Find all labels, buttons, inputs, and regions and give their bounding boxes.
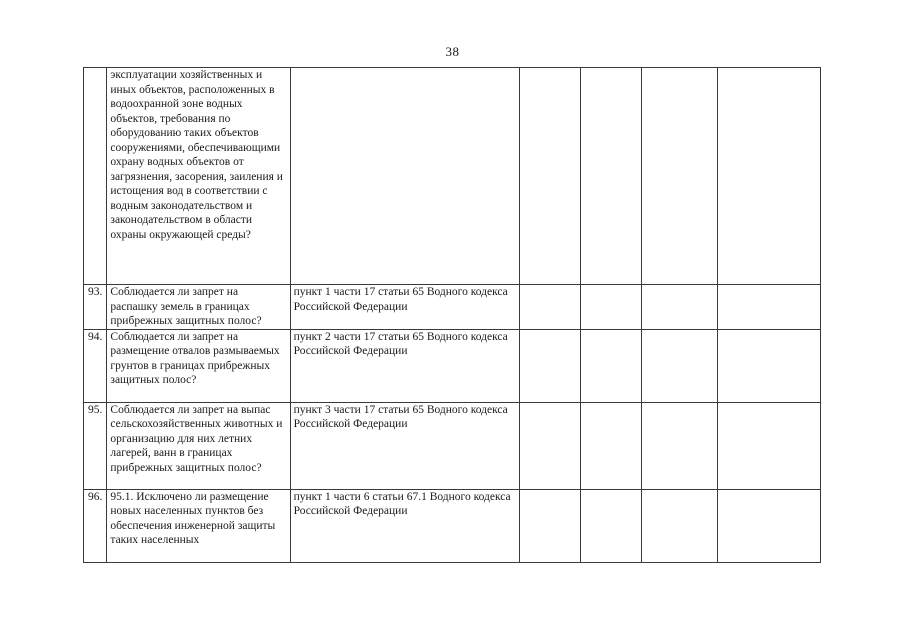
table-row (84, 329, 821, 402)
question-cell: Соблюдается ли запрет на распашку земель в границах прибрежных защитных полос? (107, 285, 290, 330)
empty-cell (519, 402, 580, 489)
empty-cell (519, 329, 580, 402)
checklist-table (83, 67, 821, 563)
empty-cell (641, 285, 717, 330)
table-row (84, 285, 821, 330)
empty-cell (718, 329, 821, 402)
table-row (84, 68, 821, 285)
row-number (84, 68, 107, 285)
empty-cell (580, 68, 641, 285)
table-row (84, 402, 821, 489)
reference-cell (290, 68, 519, 285)
empty-cell (519, 285, 580, 330)
page-number: 38 (445, 44, 460, 59)
empty-cell (580, 329, 641, 402)
row-number: 93. (84, 285, 107, 330)
empty-cell (519, 68, 580, 285)
empty-cell (580, 489, 641, 562)
empty-cell (718, 68, 821, 285)
reference-cell: пункт 1 части 6 статьи 67.1 Водного кодекса Российской Федерации (290, 489, 519, 562)
reference-cell: пункт 2 части 17 статьи 65 Водного кодекса Российской Федерации (290, 329, 519, 402)
empty-cell (718, 489, 821, 562)
row-number: 94. (84, 329, 107, 402)
row-number: 95. (84, 402, 107, 489)
question-cell: Соблюдается ли запрет на размещение отвалов размываемых грунтов в границах прибрежных защитных полос? (107, 329, 290, 402)
row-number: 96. (84, 489, 107, 562)
empty-cell (580, 285, 641, 330)
empty-cell (641, 402, 717, 489)
empty-cell (641, 329, 717, 402)
question-cell: Соблюдается ли запрет на выпас сельскохозяйственных животных и организацию для них летних лагерей, ванн в границах прибрежных защитных полос? (107, 402, 290, 489)
empty-cell (519, 489, 580, 562)
question-cell: 95.1. Исключено ли размещение новых населенных пунктов без обеспечения инженерной защиты таких населенных (107, 489, 290, 562)
table-row (84, 489, 821, 562)
reference-cell: пункт 3 части 17 статьи 65 Водного кодекса Российской Федерации (290, 402, 519, 489)
empty-cell (580, 402, 641, 489)
empty-cell (718, 402, 821, 489)
empty-cell (641, 489, 717, 562)
reference-cell: пункт 1 части 17 статьи 65 Водного кодекса Российской Федерации (290, 285, 519, 330)
empty-cell (641, 68, 717, 285)
question-cell: эксплуатации хозяйственных и иных объектов, расположенных в водоохранной зоне водных объектов, требования по оборудованию таких объектов сооружениями, обеспечивающими охрану водных объектов от загрязнения, засорения, заиления и истощения вод в соответствии с водным законодательством и законодательством в области охраны окружающей среды? (107, 68, 290, 285)
empty-cell (718, 285, 821, 330)
